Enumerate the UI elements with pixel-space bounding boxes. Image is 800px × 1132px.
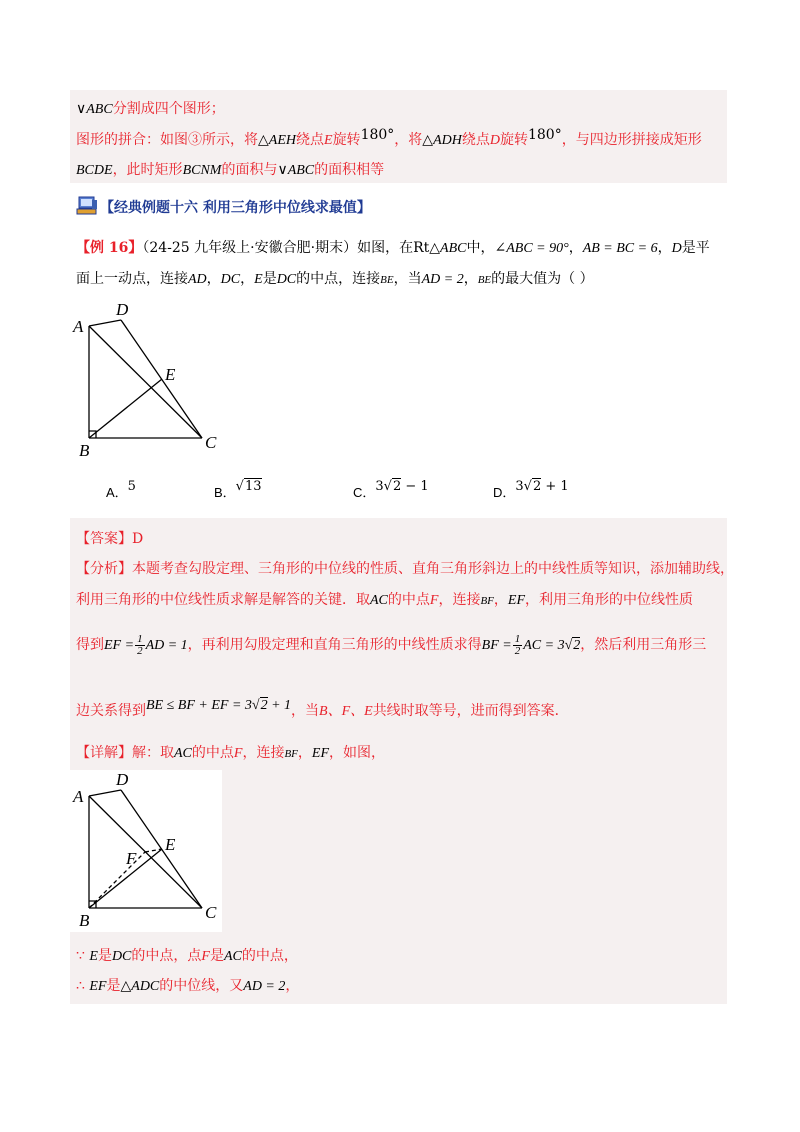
label-b: B xyxy=(79,911,90,930)
top-line-2: 图形的拼合：如图③所示，将△AEH绕点E旋转180°，将△ADH绕点D旋转180°，与四边形拼接成矩形 xyxy=(76,127,702,148)
top-line-3: BCDE，此时矩形BCNM的面积与∨ABC的面积相等 xyxy=(76,162,385,178)
answer-value: D xyxy=(132,531,144,547)
analysis-line-4: 边关系得到BE ≤ BF + EF = 3√2 + 1，当B、F、E共线时取等号，进而得到答案． xyxy=(76,698,569,719)
computer-icon xyxy=(76,196,98,220)
proof-line-1: ∵ E是DC的中点，点F是AC的中点， xyxy=(76,948,298,964)
option-a[interactable]: A．5 xyxy=(106,479,136,500)
example-line-1: 【例 16】（24-25 九年级上·安徽合肥·期末）如图，在Rt△ABC中，∠ABC = 90°，AB = BC = 6，D是平 xyxy=(76,240,710,256)
section-title: 【经典例题十六 利用三角形中位线求最值】 xyxy=(100,200,371,216)
analysis-line-2: 利用三角形的中位线性质求解是解答的关键．取AC的中点F，连接BF，EF，利用三角形的中位线性质 xyxy=(76,592,694,608)
segment-bf xyxy=(89,852,145,908)
proof-line-2: ∴ EF是△ADC的中位线，又AD = 2， xyxy=(76,978,300,994)
label-a: A xyxy=(73,317,84,336)
segment-ac xyxy=(89,326,202,438)
section-heading xyxy=(76,196,371,220)
label-a: A xyxy=(73,787,84,806)
detail-line-1: 【详解】解：取AC的中点F，连接BF，EF，如图， xyxy=(76,745,386,761)
segment-ad xyxy=(89,790,121,796)
option-c[interactable]: C．3√2 − 1 xyxy=(353,479,429,500)
example-line-2: 面上一动点，连接AD，DC，E是DC的中点，连接BE，当AD = 2，BE的最大值为（ ） xyxy=(76,271,594,287)
label-b: B xyxy=(79,441,90,460)
label-f: F xyxy=(126,849,137,868)
label-d: D xyxy=(116,300,129,319)
analysis-line-1: 【分析】本题考查勾股定理、三角形的中位线的性质、直角三角形斜边上的中线性质等知识，添加辅助线， xyxy=(76,561,734,577)
label-e: E xyxy=(165,365,176,384)
top-line-1: ∨ABC分割成四个图形； xyxy=(76,101,225,117)
label-c: C xyxy=(205,903,217,922)
segment-ad xyxy=(89,320,121,326)
answer-line: 【答案】D xyxy=(76,531,144,547)
segment-be xyxy=(89,379,162,438)
analysis-line-3: 得到EF = $\frac{1}{2}$ AD = 1，再利用勾股定理和直角三角形的中线性质求得BF = $\frac{1}{2}$ AC = 3√2，然后利用三角形三 xyxy=(76,633,707,658)
option-d[interactable]: D．3√2 + 1 xyxy=(493,479,569,500)
geometry-figure-1 xyxy=(66,298,226,463)
label-c: C xyxy=(205,433,217,452)
option-b[interactable]: B．√13 xyxy=(214,479,262,500)
label-e: E xyxy=(165,835,176,854)
label-d: D xyxy=(116,770,129,789)
geometry-figure-2 xyxy=(66,768,226,933)
